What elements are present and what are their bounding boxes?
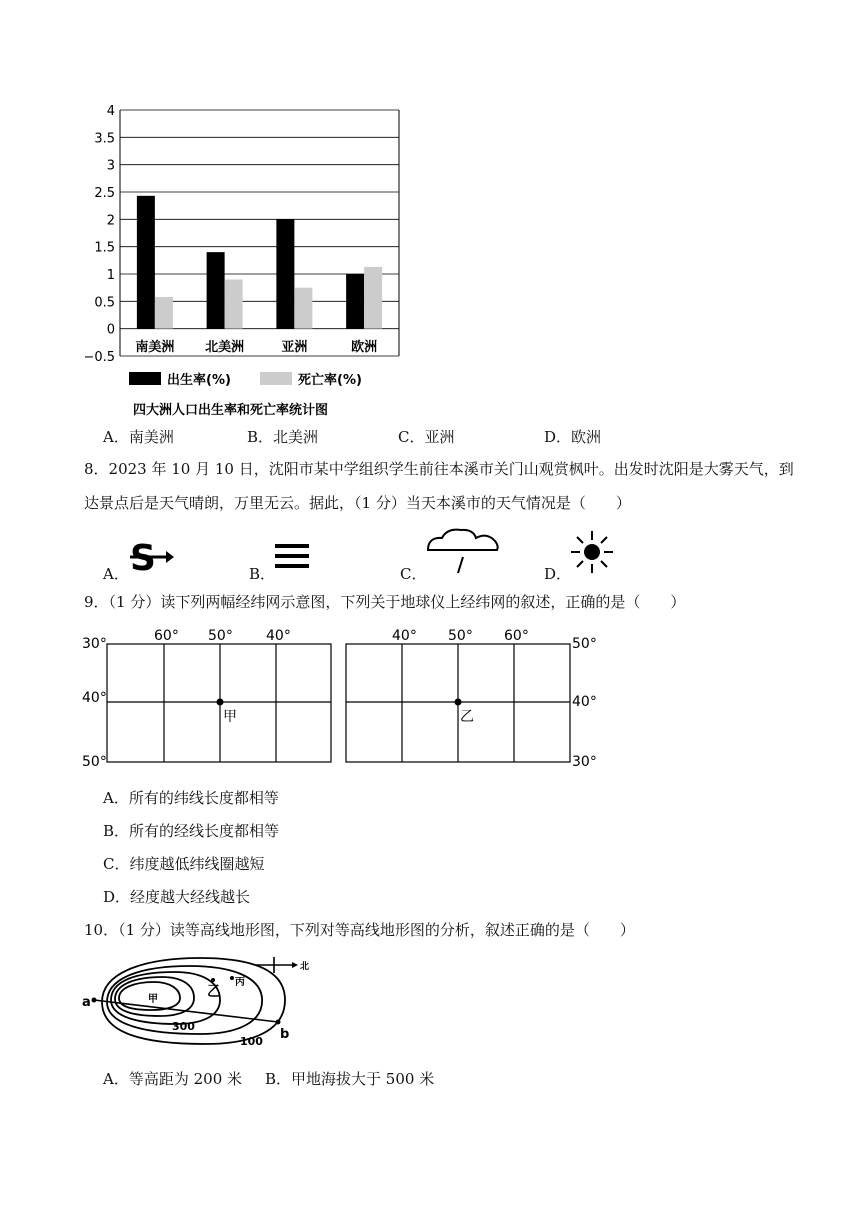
q8-option-c-letter: C． [400, 565, 427, 583]
grid1-top-label: 40° [266, 628, 291, 644]
grid2-top-label: 40° [392, 628, 417, 644]
chart-svg [85, 98, 415, 428]
grid1-left-label: 30° [82, 636, 107, 652]
bar [137, 196, 155, 329]
legend-label: 出生率(%) [167, 373, 231, 388]
y-tick-label: 3 [106, 158, 115, 174]
bar [276, 219, 294, 328]
grid2-point-label: 乙 [460, 709, 474, 725]
q7-option-a: A．南美洲 [103, 428, 174, 446]
grid1-left-label: 40° [82, 690, 107, 706]
q8-stem-line1: 8．2023 年 10 月 10 日，沈阳市某中学组织学生前往本溪市关门山观赏枫叶。出发时沈阳是大雾天气，到 [84, 460, 794, 478]
y-tick-label: −0.5 [85, 350, 115, 365]
graticule-diagram-2 [340, 622, 610, 777]
bar [294, 288, 312, 329]
graticule-diagram-1 [80, 622, 340, 777]
grid1-point-label: 甲 [223, 709, 237, 725]
light-rain-icon [425, 527, 499, 577]
legend-label: 死亡率(%) [298, 373, 362, 388]
label-yi: 乙 [207, 984, 221, 1000]
point-a-label: a [82, 995, 91, 1010]
bar [155, 297, 173, 329]
q10-option-a: A．等高距为 200 米 [103, 1070, 242, 1088]
q7-option-d: D．欧洲 [544, 428, 602, 446]
y-tick-label: 0.5 [94, 295, 115, 311]
q9-option-b: B．所有的经线长度都相等 [103, 822, 280, 840]
grid2-right-label: 50° [572, 636, 597, 652]
bar-chart [85, 98, 415, 428]
x-category-label: 亚洲 [281, 340, 308, 355]
q7-option-c: C．亚洲 [398, 428, 455, 446]
y-tick-label: 0 [106, 322, 115, 338]
y-tick-label: 1 [106, 268, 115, 283]
fog-icon [274, 540, 312, 572]
q9-option-c: C．纬度越低纬线圈越短 [103, 855, 265, 873]
q10-stem: 10．（1 分）读等高线地形图，下列对等高线地形图的分析，叙述正确的是（ ） [84, 921, 635, 939]
x-category-label: 南美洲 [135, 340, 175, 355]
svg-text:S: S [130, 538, 156, 576]
y-tick-label: 1.5 [94, 240, 115, 256]
y-tick-label: 3.5 [94, 131, 115, 147]
q8-option-b-letter: B． [249, 565, 276, 583]
contour-100-label: 100 [240, 1035, 263, 1048]
grid2-top-label: 60° [504, 628, 529, 644]
grid2-right-label: 40° [572, 694, 597, 710]
q10-option-b: B．甲地海拔大于 500 米 [265, 1070, 435, 1088]
y-tick-label: 2 [106, 213, 115, 229]
q9-option-d: D．经度越大经线越长 [103, 888, 251, 906]
legend-swatch [260, 372, 292, 385]
grid2-top-label: 50° [448, 628, 473, 644]
q8-option-d-letter: D． [544, 565, 572, 583]
point-b-label: b [280, 1027, 290, 1042]
contour-300-label: 300 [172, 1020, 195, 1033]
q9-option-a: A．所有的纬线长度都相等 [103, 789, 279, 807]
y-tick-label: 4 [106, 104, 115, 119]
bar [364, 267, 382, 329]
north-label: 北 [300, 962, 310, 972]
label-bing: 丙 [235, 977, 245, 988]
grid1-left-label: 50° [82, 754, 107, 770]
grid2-right-label: 30° [572, 754, 597, 770]
grid1-top-label: 60° [154, 628, 179, 644]
bar [346, 274, 364, 329]
grid1-top-label: 50° [208, 628, 233, 644]
x-category-label: 北美洲 [205, 340, 245, 355]
legend-swatch [129, 372, 161, 385]
sandstorm-icon [128, 538, 176, 576]
q8-option-a-letter: A． [103, 565, 129, 583]
y-tick-label: 2.5 [94, 186, 115, 201]
q9-stem: 9．（1 分）读下列两幅经纬网示意图，下列关于地球仪上经纬网的叙述，正确的是（ ） [84, 593, 686, 611]
q7-option-b: B．北美洲 [247, 428, 319, 446]
bar [207, 252, 225, 329]
contour-map [80, 952, 320, 1052]
chart-title: 四大洲人口出生率和死亡率统计图 [133, 403, 329, 418]
bar [225, 279, 243, 328]
x-category-label: 欧洲 [351, 340, 378, 355]
q8-stem-line2: 达景点后是天气晴朗，万里无云。据此，（1 分）当天本溪市的天气情况是（ ） [84, 494, 631, 512]
label-jia: 甲 [148, 994, 158, 1005]
sunny-icon [569, 529, 615, 575]
